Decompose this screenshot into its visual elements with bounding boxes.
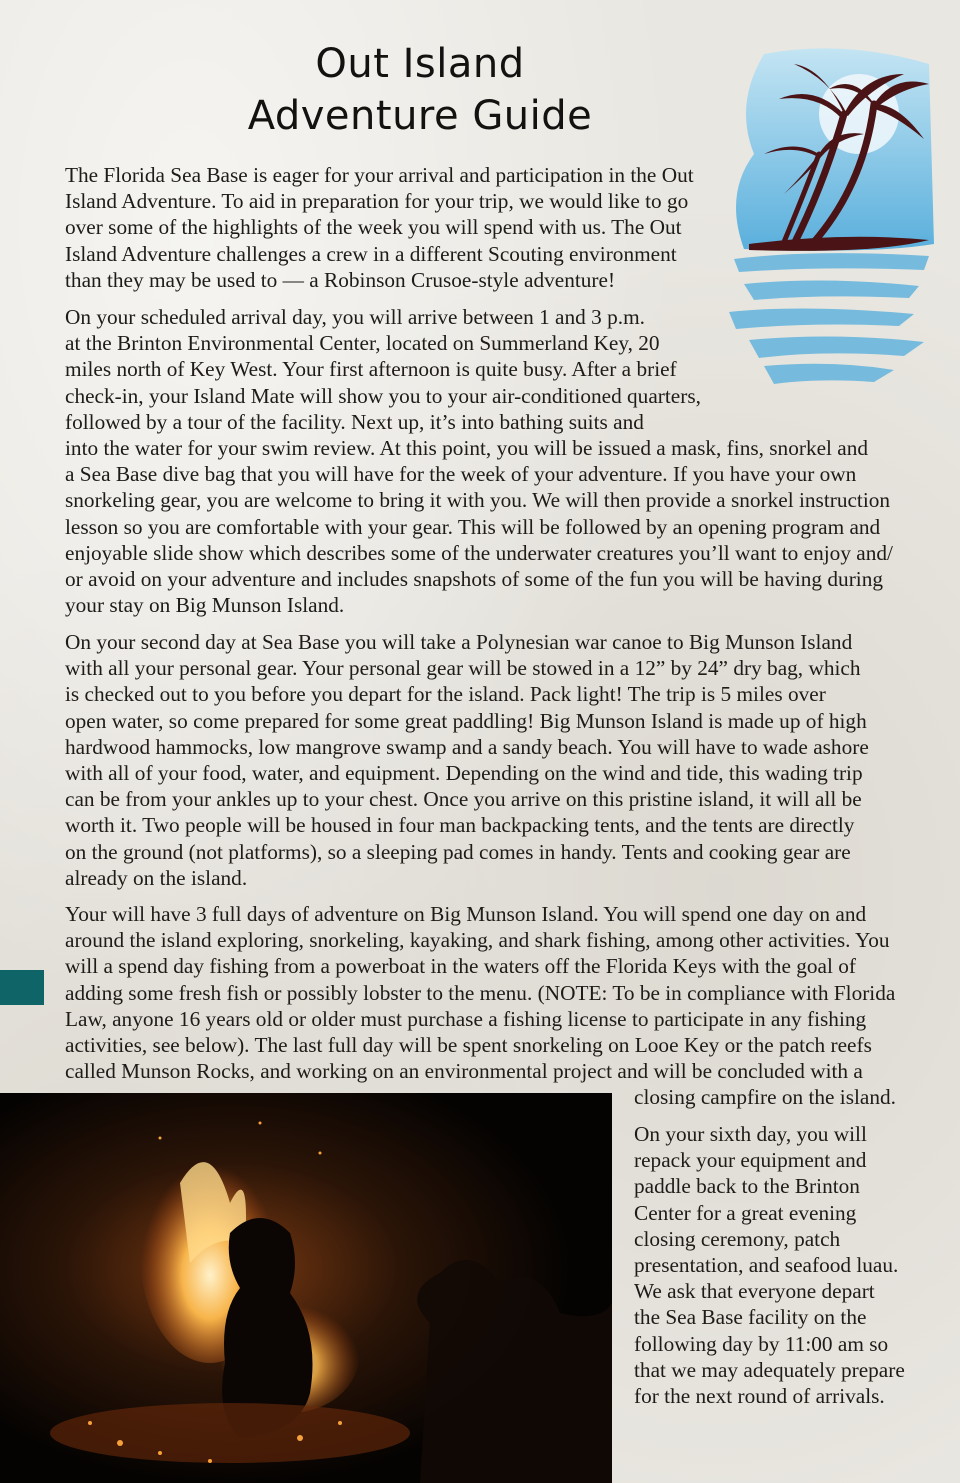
text-line: than they may be used to — a Robinson Crusoe-style adventure!	[65, 267, 616, 292]
text-line: presentation, and seafood luau.	[634, 1253, 899, 1277]
text-line: is checked out to you before you depart for the island. Pack light! The trip is 5 miles over	[65, 682, 826, 707]
text-line: a Sea Base dive bag that you will have for the week of your adventure. If you have your own	[65, 462, 857, 487]
text-line: for the next round of arrivals.	[634, 1384, 885, 1408]
text-line: On your scheduled arrival day, you will arrive between 1 and 3 p.m.	[65, 305, 645, 329]
text-line: paddle back to the Brinton	[634, 1174, 860, 1199]
title-line-1: Out Island	[315, 41, 525, 87]
campfire-photo	[0, 1093, 612, 1483]
palm-island-illustration	[724, 44, 938, 390]
page-title	[200, 38, 640, 142]
text-line: on the ground (not platforms), so a sleeping pad comes in handy. Tents and cooking gear are	[65, 839, 851, 864]
text-line: can be from your ankles up to your chest. Once you arrive on this pristine island, it will all be	[65, 787, 862, 812]
text-line: around the island exploring, snorkeling, kayaking, and shark fishing, among other activities. You	[65, 928, 890, 953]
text-line: adding some fresh fish or possibly lobster to the menu. (NOTE: To be in compliance with Florida	[65, 980, 896, 1005]
text-line: On your second day at Sea Base you will take a Polynesian war canoe to Big Munson Island	[65, 630, 853, 654]
text-line: We ask that everyone depart	[634, 1279, 875, 1304]
text-line: check-in, your Island Mate will show you to your air-conditioned quarters,	[65, 383, 701, 408]
text-line: activities, see below). The last full day will be spent snorkeling on Looe Key or the patch reefs	[65, 1033, 872, 1057]
text-line: Your will have 3 full days of adventure on Big Munson Island. You will spend one day on and	[65, 902, 867, 926]
text-line: at the Brinton Environmental Center, located on Summerland Key, 20	[65, 331, 660, 356]
text-line: will a spend day fishing from a powerboat in the waters off the Florida Keys with the goal of	[65, 954, 856, 979]
section-tab-marker	[0, 970, 44, 1005]
text-line: called Munson Rocks, and working on an environmental project and will be concluded with a	[65, 1059, 863, 1084]
text-line: The Florida Sea Base is eager for your arrival and participation in the Out	[65, 163, 694, 187]
text-line: with all your personal gear. Your personal gear will be stowed in a 12” by 24” dry bag, which	[65, 656, 861, 681]
text-line: Law, anyone 16 years old or older must purchase a fishing license to participate in any fishing	[65, 1006, 867, 1031]
text-line: Island Adventure challenges a crew in a different Scouting environment	[65, 241, 677, 266]
text-line: followed by a tour of the facility. Next up, it’s into bathing suits and	[65, 409, 644, 434]
text-line: already on the island.	[65, 865, 248, 890]
text-line: Center for a great evening	[634, 1200, 857, 1225]
text-line: enjoyable slide show which describes some of the underwater creatures you’ll want to enjoy and/	[65, 540, 893, 565]
title-line-2: Adventure Guide	[247, 93, 593, 139]
text-line: worth it. Two people will be housed in four man backpacking tents, and the tents are directly	[65, 813, 855, 838]
text-line: closing ceremony, patch	[634, 1226, 841, 1251]
text-line: with all of your food, water, and equipment. Depending on the wind and tide, this wading trip	[65, 761, 863, 785]
text-line: following day by 11:00 am so	[634, 1331, 889, 1356]
text-line: snorkeling gear, you are welcome to bring it with you. We will then provide a snorkel instruction	[65, 488, 891, 513]
text-line: over some of the highlights of the week you will spend with us. The Out	[65, 215, 682, 240]
text-line: Island Adventure. To aid in preparation for your trip, we would like to go	[65, 189, 689, 214]
text-line: the Sea Base facility on the	[634, 1305, 867, 1330]
text-line: lesson so you are comfortable with your gear. This will be followed by an opening program and	[65, 514, 881, 539]
text-line: into the water for your swim review. At this point, you will be issued a mask, fins, snorkel and	[65, 436, 869, 460]
text-line: repack your equipment and	[634, 1148, 867, 1173]
text-line: that we may adequately prepare	[634, 1357, 905, 1382]
text-line: On your sixth day, you will	[634, 1122, 867, 1146]
text-line: your stay on Big Munson Island.	[65, 593, 345, 618]
text-line: or avoid on your adventure and includes snapshots of some of the fun you will be having during	[65, 567, 883, 591]
text-line: miles north of Key West. Your first afternoon is quite busy. After a brief	[65, 357, 677, 382]
text-line: hardwood hammocks, low mangrove swamp and a sandy beach. You will have to wade ashore	[65, 734, 869, 759]
text-line: closing campfire on the island.	[634, 1085, 896, 1110]
text-line: open water, so come prepared for some great paddling! Big Munson Island is made up of high	[65, 708, 867, 733]
